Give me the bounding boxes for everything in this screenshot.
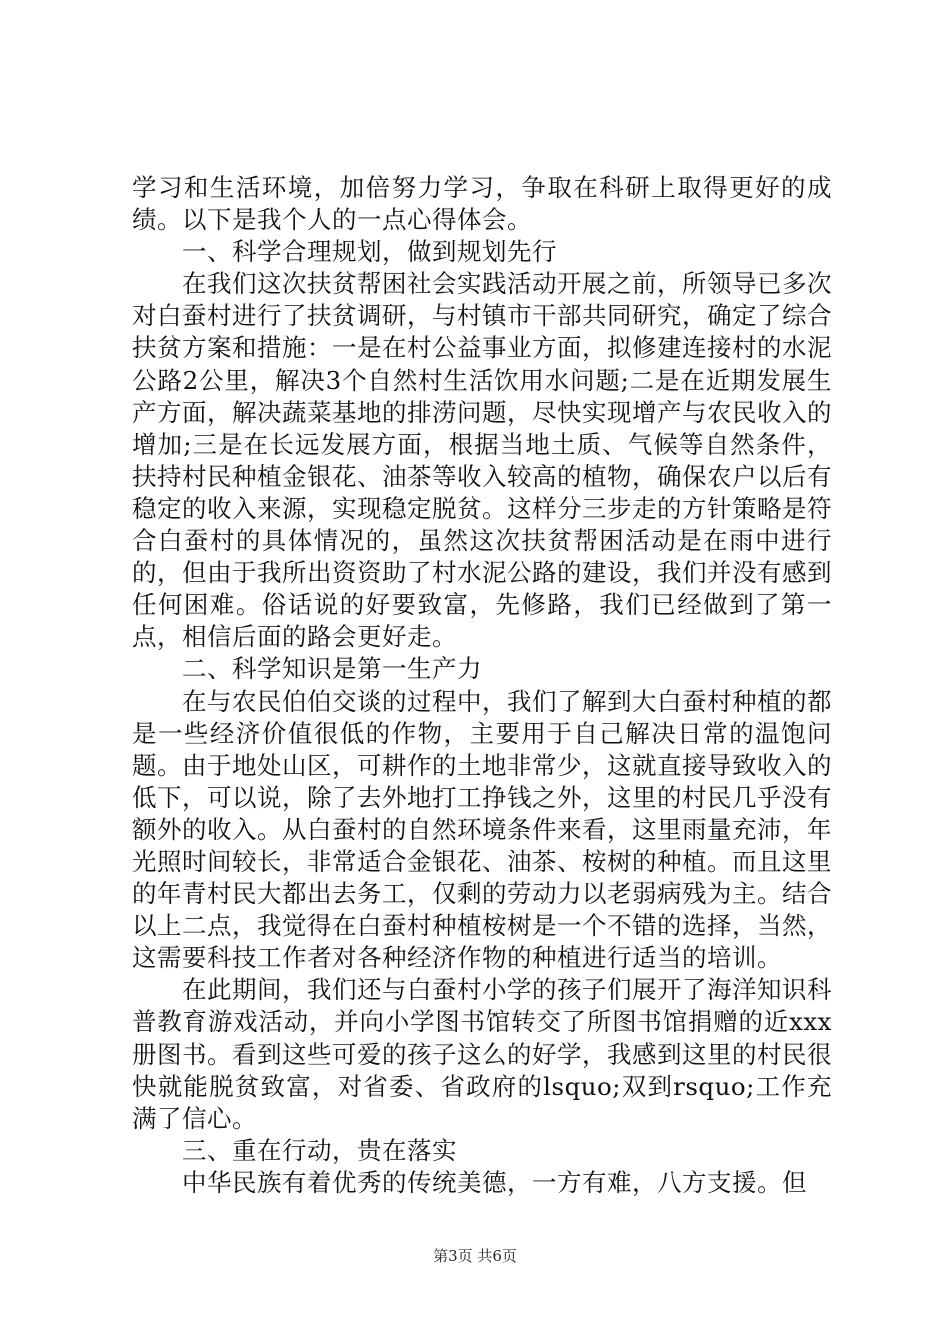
- paragraph-section-2b: 在此期间，我们还与白蚕村小学的孩子们展开了海洋知识科普教育游戏活动，并向小学图书馆转交了所图书馆捐赠的近xxx册图书。看到这些可爱的孩子这么的好学，我感到这里的村民很快就能脱贫致富，对省委、省政府的lsquo;双到rsquo;工作充满了信心。: [132, 975, 832, 1133]
- paragraph-section-3: 中华民族有着优秀的传统美德，一方有难，八方支援。但: [182, 1167, 807, 1197]
- section-heading-2: 二、科学知识是第一生产力: [182, 654, 482, 684]
- paragraph-intro: 学习和生活环境，加倍努力学习，争取在科研上取得更好的成绩。以下是我个人的一点心得体会。: [132, 173, 832, 235]
- section-heading-3: 三、重在行动，贵在落实: [182, 1135, 457, 1165]
- paragraph-section-2: 在与农民伯伯交谈的过程中，我们了解到大白蚕村种植的都是一些经济价值很低的作物，主要用于自己解决日常的温饱问题。由于地处山区，可耕作的土地非常少，这就直接导致收入的低下，可以说，除了去外地打工挣钱之外，这里的村民几乎没有额外的收入。从白蚕村的自然环境条件来看，这里雨量充沛，年光照时间较长，非常适合金银花、油茶、桉树的种植。而且这里的年青村民大都出去务工，仅剩的劳动力以老弱病残为主。结合以上二点，我觉得在白蚕村种植桉树是一个不错的选择，当然，这需要科技工作者对各种经济作物的种植进行适当的培训。: [132, 686, 832, 973]
- document-body: [132, 172, 832, 1199]
- page-number-footer: 第3页 共6页: [433, 1247, 517, 1265]
- paragraph-section-1: 在我们这次扶贫帮困社会实践活动开展之前，所领导已多次对白蚕村进行了扶贫调研，与村镇市干部共同研究，确定了综合扶贫方案和措施：一是在村公益事业方面，拟修建连接村的水泥公路2公里，解决3个自然村生活饮用水问题;二是在近期发展生产方面，解决蔬菜基地的排涝问题，尽快实现增产与农民收入的增加;三是在长远发展方面，根据当地土质、气候等自然条件，扶持村民种植金银花、油茶等收入较高的植物，确保农户以后有稳定的收入来源，实现稳定脱贫。这样分三步走的方针策略是符合白蚕村的具体情况的，虽然这次扶贫帮困活动是在雨中进行的，但由于我所出资资助了村水泥公路的建设，我们并没有感到任何困难。俗话说的好要致富，先修路，我们已经做到了第一点，相信后面的路会更好走。: [132, 269, 832, 652]
- section-heading-1: 一、科学合理规划，做到规划先行: [182, 237, 557, 267]
